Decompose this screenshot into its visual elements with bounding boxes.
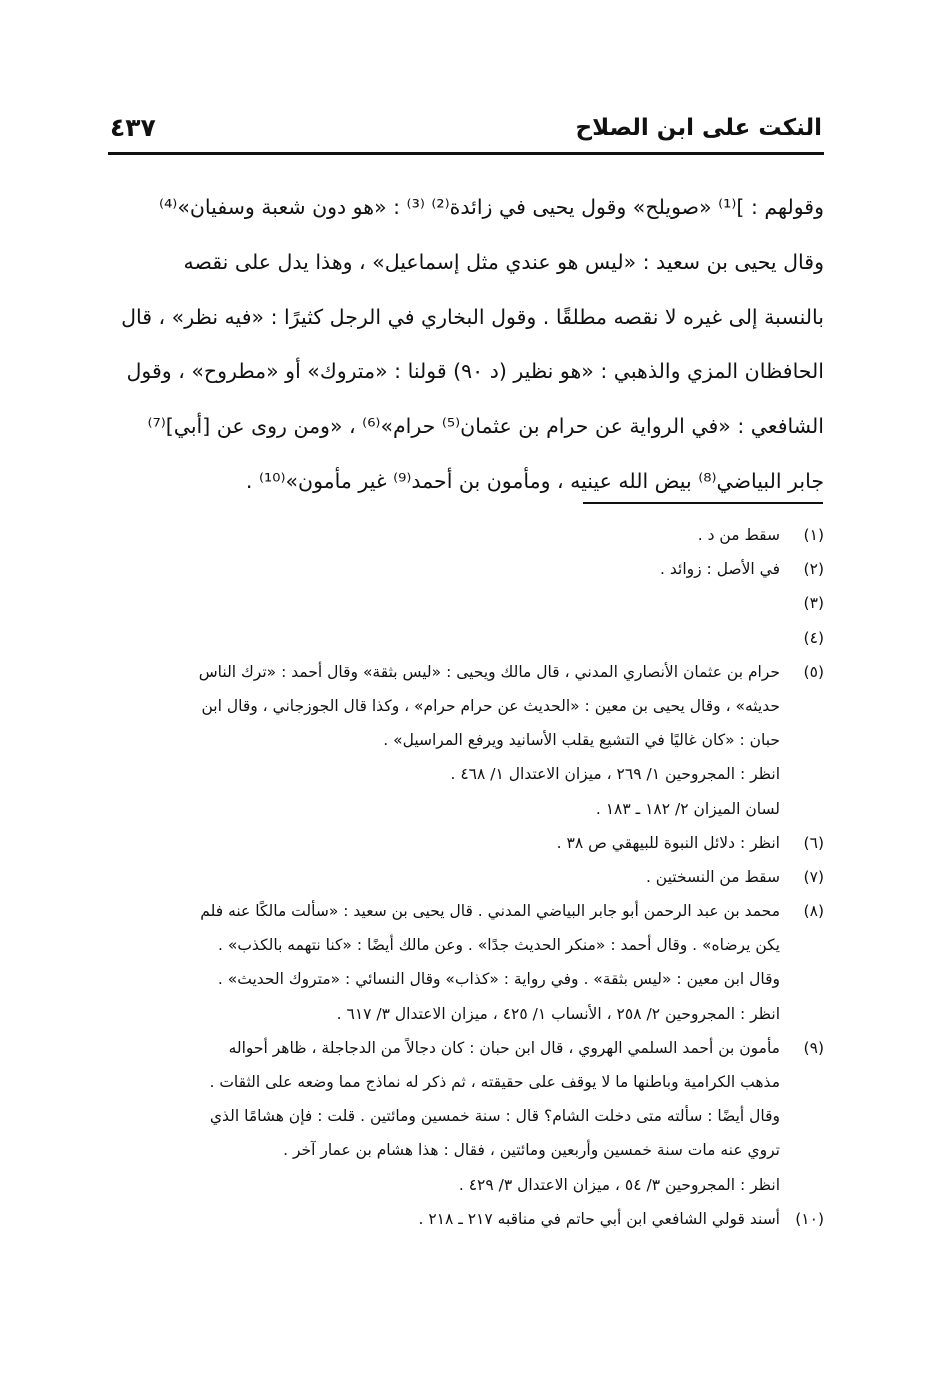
footnote-number: (٢) — [803, 560, 824, 579]
footnote-line: يكن يرضاه» . وقال أحمد : «منكر الحديث جدًا» . وعن مالك أيضًا : «كنا نتهمه بالكذب» . — [218, 936, 780, 955]
footnote-line — [110, 586, 780, 620]
footnote-number: (٦) — [803, 833, 824, 852]
footnote-line: انظر : المجروحين ٣/ ٥٤ ، ميزان الاعتدال ٣/ ٤٢٩ . — [458, 1175, 780, 1194]
footnote-line: انظر : دلائل النبوة للبيهقي ص ٣٨ . — [556, 833, 780, 852]
footnote-line: مأمون بن أحمد السلمي الهروي ، قال ابن حبان : كان دجالاً من الدجاجلة ، ظاهر أحواله — [228, 1038, 780, 1057]
footnote-line: حديثه» ، وقال يحيى بن معين : «الحديث عن حرام حرام» ، وكذا قال الجوزجاني ، وقال ابن — [201, 696, 780, 715]
footnote-number: (٤) — [803, 628, 824, 647]
footnote-number: (٥) — [803, 662, 824, 681]
page-header — [108, 108, 822, 150]
footnote-number: (٩) — [803, 1038, 824, 1057]
footnote-number: (٨) — [803, 902, 824, 921]
footnotes — [110, 518, 824, 1236]
footnote-number: (١) — [803, 526, 824, 544]
main-text — [110, 180, 824, 509]
footnote-number: (٣) — [803, 594, 824, 613]
footnote-9 — [110, 1031, 824, 1202]
footnote-line: في الأصل : زوائد . — [660, 560, 780, 579]
footnote-line: سقط من النسختين . — [645, 867, 780, 886]
footnote-line: أسند قولي الشافعي ابن أبي حاتم في مناقبه ٢١٧ ـ ٢١٨ . — [418, 1209, 780, 1228]
footnote-3 — [110, 586, 824, 620]
footnote-line — [110, 621, 780, 655]
text-line: الحافظان المزي والذهبي : «هو نظير (د ٩٠) قولنا : «متروك» أو «مطروح» ، وقول — [126, 359, 824, 384]
footnote-number: (٧) — [803, 867, 824, 886]
footnote-8 — [110, 894, 824, 1031]
footnote-7 — [110, 860, 824, 894]
footnote-line: انظر : المجروحين ٢/ ٢٥٨ ، الأنساب ١/ ٤٢٥ ، ميزان الاعتدال ٣/ ٦١٧ . — [336, 1004, 780, 1023]
footnote-line: مذهب الكرامية وباطنها ما لا يوقف على حقيقته ، ثم ذكر له نماذج مما وضعه على الثقات . — [209, 1073, 780, 1091]
text-line: وقال يحيى بن سعيد : «ليس هو عندي مثل إسماعيل» ، وهذا يدل على نقصه — [183, 249, 824, 274]
text-line: وقولهم : ]⁽¹⁾ «صويلح» وقول يحيى في زائدة⁽²⁾ ⁽³⁾ : «هو دون شعبة وسفيان»⁽⁴⁾ — [159, 195, 824, 219]
footnote-1 — [110, 518, 824, 552]
page-number: ٤٣٧ — [110, 113, 156, 142]
running-title: النكت على ابن الصلاح — [575, 115, 822, 141]
footnote-line: محمد بن عبد الرحمن أبو جابر البياضي المدني . قال يحيى بن سعيد : «سألت مالكًا عنه فلم — [200, 902, 780, 921]
footnote-line: وقال ابن معين : «ليس بثقة» . وفي رواية : «كذاب» وقال النسائي : «متروك الحديث» . — [217, 970, 780, 989]
text-line: بالنسبة إلى غيره لا نقصه مطلقًا . وقول البخاري في الرجل كثيرًا : «فيه نظر» ، قال — [121, 304, 824, 329]
footnote-line: وقال أيضًا : سألته متى دخلت الشام؟ قال : سنة خمسين ومائتين . قلت : فإن هشامًا الذي — [209, 1107, 780, 1126]
footnote-2 — [110, 552, 824, 586]
footnote-line: تروي عنه مات سنة خمسين وأربعين ومائتين ، فقال : هذا هشام بن عمار آخر . — [283, 1141, 780, 1160]
footnote-line: سقط من د . — [697, 526, 780, 544]
footnote-number: (١٠) — [795, 1209, 824, 1228]
footnote-line: انظر : المجروحين ١/ ٢٦٩ ، ميزان الاعتدال ١/ ٤٦٨ . — [450, 765, 780, 784]
footnote-4 — [110, 621, 824, 655]
text-line: جابر البياضي⁽⁸⁾ بيض الله عينيه ، ومأمون بن أحمد⁽⁹⁾ غير مأمون»⁽¹⁰⁾ . — [245, 468, 824, 493]
footnote-line: لسان الميزان ٢/ ١٨٢ ـ ١٨٣ . — [595, 799, 780, 818]
footnote-line: حرام بن عثمان الأنصاري المدني ، قال مالك ويحيى : «ليس بثقة» وقال أحمد : «ترك الناس — [198, 662, 780, 681]
footnote-line: حبان : «كان غاليًا في التشيع يقلب الأسانيد ويرفع المراسيل» . — [383, 731, 780, 750]
text-line: الشافعي : «في الرواية عن حرام بن عثمان⁽⁵⁾ حرام»⁽⁶⁾ ، «ومن روى عن [أبي]⁽⁷⁾ — [147, 414, 824, 439]
footnote-separator — [583, 502, 823, 504]
footnote-6 — [110, 826, 824, 860]
footnote-5 — [110, 655, 824, 826]
header-rule — [108, 152, 824, 155]
footnote-10 — [110, 1202, 824, 1236]
